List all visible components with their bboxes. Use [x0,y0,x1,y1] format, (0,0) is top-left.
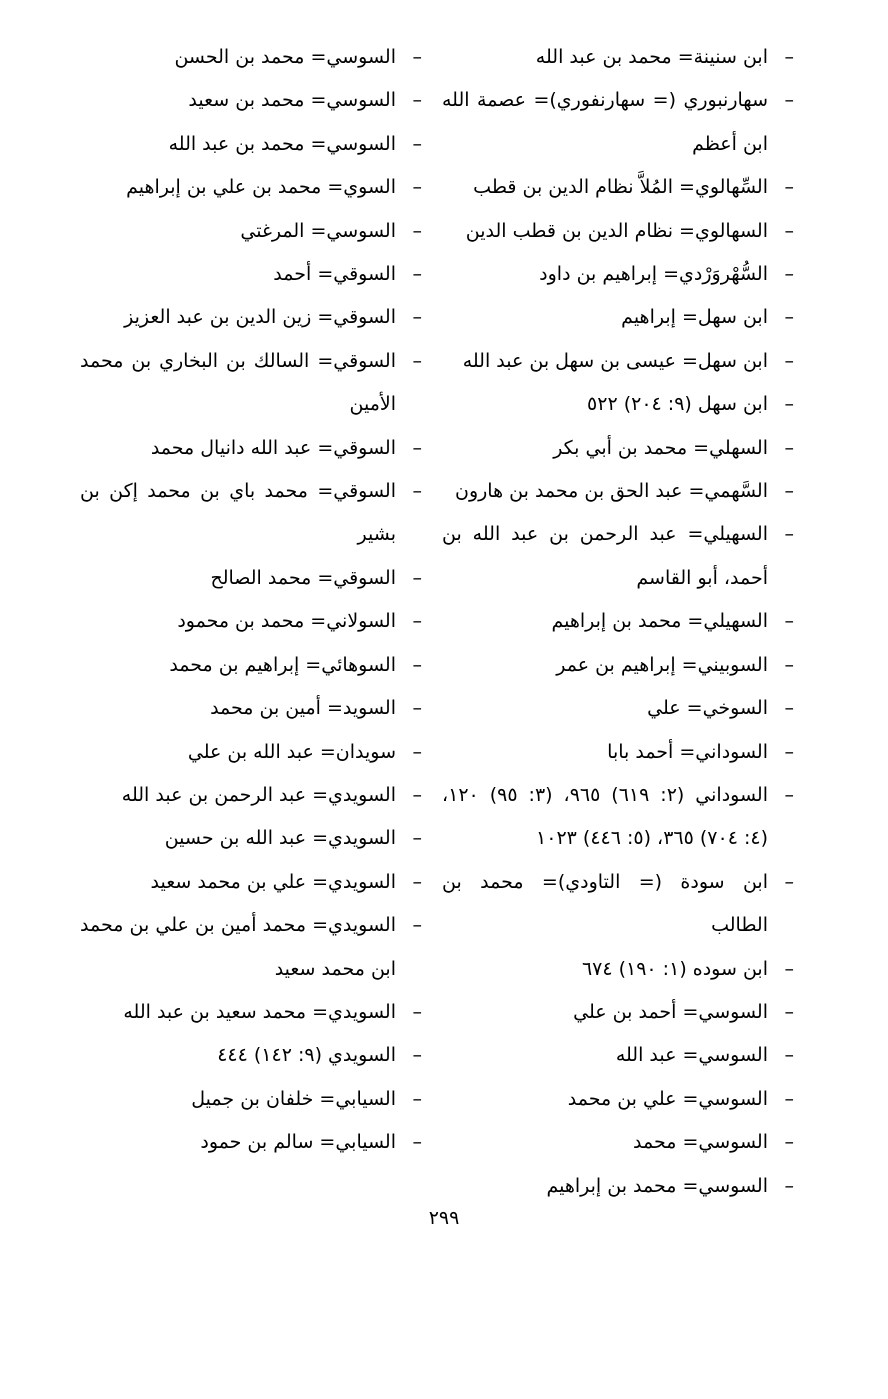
index-entry: – السوسي= أحمد بن علي [442,991,794,1034]
index-entry: – السوقي= أحمد [80,253,422,296]
index-entry: – السوسي= محمد [442,1121,794,1164]
index-entry: – ابن سهل= إبراهيم [442,296,794,339]
index-entry: – السوي= محمد بن علي بن إبراهيم [80,166,422,209]
index-entry: – السهالوي= نظام الدين بن قطب الدين [442,210,794,253]
page-number: ٢٩٩ [428,1207,460,1229]
index-entry: – سهارنبوري (= سهارنفوري)= عصمة الله ابن أعظم [442,79,794,166]
index-column-left [80,36,422,1165]
index-entry: – السوداني= أحمد بابا [442,731,794,774]
index-entry: – ابن سوده (١: ١٩٠) ٦٧٤ [442,948,794,991]
index-entry: – السولاني= محمد بن محمود [80,600,422,643]
index-entry: – السوداني (٢: ٦١٩) ٩٦٥، (٣: ٩٥) ١٢٠، (٤: ٧٠٤) ٣٦٥، (٥: ٤٤٦) ١٠٢٣ [442,774,794,861]
index-entry: – السوسي= محمد بن إبراهيم [442,1165,794,1208]
index-entry: – السهيلي= محمد بن إبراهيم [442,600,794,643]
index-entry: – السويدي= محمد سعيد بن عبد الله [80,991,422,1034]
index-entry: – السوسي= علي بن محمد [442,1078,794,1121]
index-entry: – السِّهالوي= المُلاَّ نظام الدين بن قطب [442,166,794,209]
index-entry: – السوسي= محمد بن الحسن [80,36,422,79]
index-entry: – السويدي= محمد أمين بن علي بن محمد ابن محمد سعيد [80,904,422,991]
index-entry: – السوسي= محمد بن سعيد [80,79,422,122]
index-entry: – السهيلي= عبد الرحمن بن عبد الله بن أحمد، أبو القاسم [442,513,794,600]
index-column-right [442,36,794,1208]
index-entry: – ابن سودة (= التاودي)= محمد بن الطالب [442,861,794,948]
index-entry: – السوبيني= إبراهيم بن عمر [442,644,794,687]
index-entry: – السَّهمي= عبد الحق بن محمد بن هارون [442,470,794,513]
index-entry: – السوقي= محمد باي بن محمد إكن بن بشير [80,470,422,557]
index-entry: – ابن سهل= عيسى بن سهل بن عبد الله [442,340,794,383]
index-entry: – السوقي= عبد الله دانيال محمد [80,427,422,470]
index-entry: – السوسي= عبد الله [442,1034,794,1077]
index-entry: – ابن سنينة= محمد بن عبد الله [442,36,794,79]
index-entry: – السوسي= محمد بن عبد الله [80,123,422,166]
index-entry: – السهلي= محمد بن أبي بكر [442,427,794,470]
index-entry: – السوقي= السالك بن البخاري بن محمد الأمين [80,340,422,427]
index-entry: – السويدي= علي بن محمد سعيد [80,861,422,904]
index-entry: – سويدان= عبد الله بن علي [80,731,422,774]
index-entry: – السوسي= المرغتي [80,210,422,253]
index-entry: – السوخي= علي [442,687,794,730]
index-entry: – السوهائي= إبراهيم بن محمد [80,644,422,687]
index-entry: – السويدي= عبد الله بن حسين [80,817,422,860]
index-entry: – السيابي= سالم بن حمود [80,1121,422,1164]
index-entry: – السوقي= زين الدين بن عبد العزيز [80,296,422,339]
index-entry: – السويد= أمين بن محمد [80,687,422,730]
index-entry: – ابن سهل (٩: ٢٠٤) ٥٢٢ [442,383,794,426]
index-entry: – السويدي (٩: ١٤٢) ٤٤٤ [80,1034,422,1077]
index-entry: – السويدي= عبد الرحمن بن عبد الله [80,774,422,817]
index-entry: – السُّهْروَرْدي= إبراهيم بن داود [442,253,794,296]
index-entry: – السيابي= خلفان بن جميل [80,1078,422,1121]
index-entry: – السوقي= محمد الصالح [80,557,422,600]
